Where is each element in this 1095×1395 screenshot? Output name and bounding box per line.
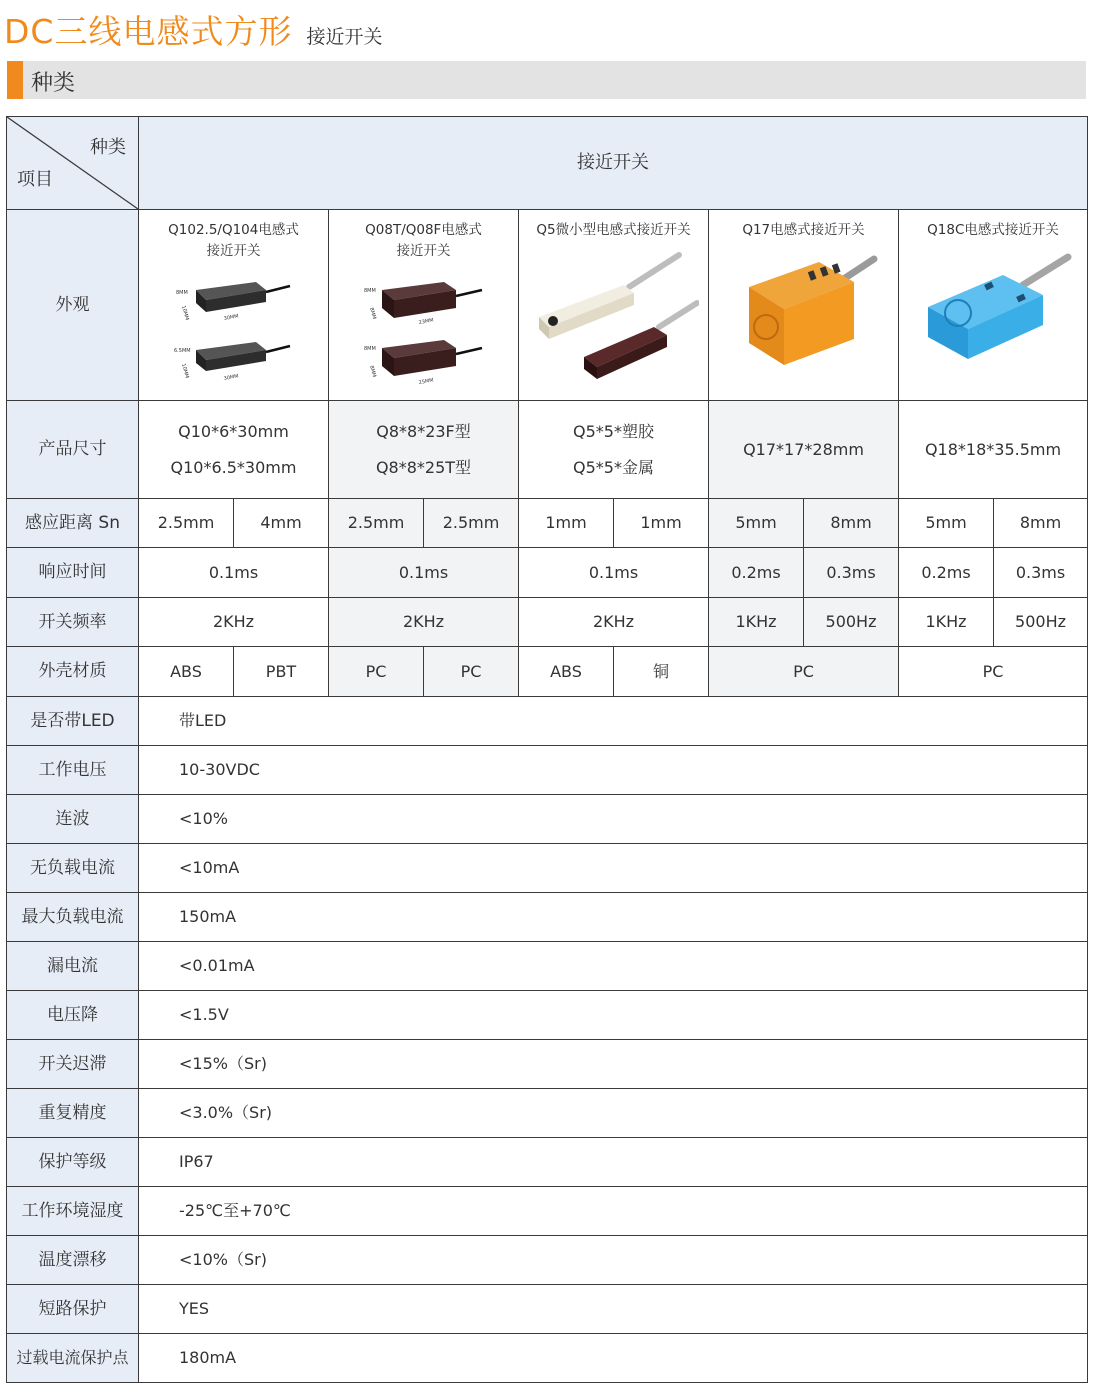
spec-row-drift (7, 1236, 1088, 1285)
product-image-q5 (529, 247, 699, 382)
svg-text:8MM: 8MM (367, 306, 377, 320)
product-image-q08 (364, 268, 484, 388)
material-row (7, 647, 1088, 697)
title-main: DC三线电感式方形 (4, 12, 293, 51)
product-name: Q17电感式接近开关 (742, 222, 865, 238)
frequency-cell: 2KHz (329, 598, 519, 647)
svg-text:8MM: 8MM (363, 287, 376, 294)
svg-text:23MM: 23MM (417, 317, 434, 326)
size-cell: Q17*17*28mm (709, 401, 899, 499)
spec-row-voltage-drop (7, 991, 1088, 1040)
corner-diagonal (7, 117, 138, 209)
distance-cell: 2.5mm (424, 499, 519, 548)
row-label: 工作环境湿度 (7, 1187, 139, 1236)
spec-row-voltage (7, 746, 1088, 795)
material-cell: PC (424, 647, 519, 697)
size-cell: Q8*8*23F型 Q8*8*25T型 (329, 401, 519, 499)
row-label-frequency: 开关频率 (7, 598, 139, 647)
spec-value: 180mA (139, 1334, 1088, 1383)
product-cell-q18c (899, 210, 1088, 401)
size-row (7, 401, 1088, 499)
distance-cell: 5mm (899, 499, 994, 548)
response-cell: 0.2ms (899, 548, 994, 598)
material-cell: PC (899, 647, 1088, 697)
material-cell: PBT (234, 647, 329, 697)
table-header-row (7, 117, 1088, 210)
row-label-response: 响应时间 (7, 548, 139, 598)
response-cell: 0.1ms (329, 548, 519, 598)
response-cell: 0.1ms (139, 548, 329, 598)
svg-text:30MM: 30MM (222, 373, 239, 382)
product-image-q17 (729, 247, 879, 377)
size-cell: Q10*6*30mm Q10*6.5*30mm (139, 401, 329, 499)
spec-row-max-load (7, 893, 1088, 942)
spec-value: <0.01mA (139, 942, 1088, 991)
distance-cell: 8mm (994, 499, 1088, 548)
size-cell: Q5*5*塑胶 Q5*5*金属 (519, 401, 709, 499)
spec-value: <10mA (139, 844, 1088, 893)
row-label: 温度漂移 (7, 1236, 139, 1285)
product-name: Q102.5/Q104电感式 (168, 222, 299, 238)
product-cell-q10 (139, 210, 329, 401)
frequency-cell: 500Hz (994, 598, 1088, 647)
spec-value: 带LED (139, 697, 1088, 746)
row-label-size: 产品尺寸 (7, 401, 139, 499)
material-cell: PC (709, 647, 899, 697)
appearance-row (7, 210, 1088, 401)
spec-row-overload (7, 1334, 1088, 1383)
spec-row-short-circuit (7, 1285, 1088, 1334)
spec-value: <10%（Sr) (139, 1236, 1088, 1285)
row-label: 连波 (7, 795, 139, 844)
distance-cell: 2.5mm (139, 499, 234, 548)
frequency-cell: 1KHz (899, 598, 994, 647)
distance-row (7, 499, 1088, 548)
frequency-cell: 2KHz (139, 598, 329, 647)
row-label: 工作电压 (7, 746, 139, 795)
row-label: 保护等级 (7, 1138, 139, 1187)
product-name: Q5微小型电感式接近开关 (536, 222, 691, 238)
material-cell: PC (329, 647, 424, 697)
row-label-distance: 感应距离 Sn (7, 499, 139, 548)
product-cell-q5 (519, 210, 709, 401)
row-label: 开关迟滞 (7, 1040, 139, 1089)
distance-cell: 1mm (614, 499, 709, 548)
material-cell: ABS (519, 647, 614, 697)
svg-text:6.5MM: 6.5MM (173, 347, 191, 354)
svg-text:8MM: 8MM (367, 364, 377, 378)
svg-text:30MM: 30MM (222, 313, 239, 322)
spec-value: -25℃至+70℃ (139, 1187, 1088, 1236)
top-header-cell: 接近开关 (139, 117, 1088, 210)
page-title (4, 6, 382, 52)
product-name: Q18C电感式接近开关 (927, 222, 1059, 238)
svg-text:10MM: 10MM (179, 362, 190, 379)
title-subtitle: 接近开关 (306, 26, 383, 48)
svg-text:10MM: 10MM (179, 304, 190, 321)
spec-row-leakage (7, 942, 1088, 991)
product-image-q10 (174, 268, 294, 388)
distance-cell: 1mm (519, 499, 614, 548)
product-cell-q17 (709, 210, 899, 401)
svg-text:8MM: 8MM (363, 345, 376, 352)
spec-value: IP67 (139, 1138, 1088, 1187)
material-cell: 铜 (614, 647, 709, 697)
spec-value: 10-30VDC (139, 746, 1088, 795)
frequency-cell: 2KHz (519, 598, 709, 647)
spec-value: <15%（Sr) (139, 1040, 1088, 1089)
response-row (7, 548, 1088, 598)
spec-value: 150mA (139, 893, 1088, 942)
row-label: 最大负载电流 (7, 893, 139, 942)
size-cell: Q18*18*35.5mm (899, 401, 1088, 499)
spec-row-led (7, 697, 1088, 746)
response-cell: 0.3ms (994, 548, 1088, 598)
svg-text:25MM: 25MM (417, 377, 434, 386)
row-label: 无负载电流 (7, 844, 139, 893)
spec-value: <1.5V (139, 991, 1088, 1040)
row-label: 过载电流保护点 (7, 1334, 139, 1383)
product-image-q18c (913, 247, 1073, 377)
spec-value: <10% (139, 795, 1088, 844)
spec-row-protection (7, 1138, 1088, 1187)
material-cell: ABS (139, 647, 234, 697)
distance-cell: 4mm (234, 499, 329, 548)
product-cell-q08 (329, 210, 519, 401)
frequency-cell: 500Hz (804, 598, 899, 647)
spec-value: <3.0%（Sr) (139, 1089, 1088, 1138)
response-cell: 0.3ms (804, 548, 899, 598)
section-bar (7, 61, 1086, 99)
row-label: 重复精度 (7, 1089, 139, 1138)
spec-row-env (7, 1187, 1088, 1236)
frequency-cell: 1KHz (709, 598, 804, 647)
spec-value: YES (139, 1285, 1088, 1334)
corner-cell (7, 117, 139, 210)
response-cell: 0.1ms (519, 548, 709, 598)
section-label: 种类 (31, 71, 76, 96)
frequency-row (7, 598, 1088, 647)
spec-row-noload-current (7, 844, 1088, 893)
product-name-line2: 接近开关 (206, 242, 261, 259)
spec-table (6, 116, 1088, 1383)
svg-text:8MM: 8MM (175, 289, 188, 296)
distance-cell: 2.5mm (329, 499, 424, 548)
distance-cell: 5mm (709, 499, 804, 548)
product-name-line2: 接近开关 (396, 242, 451, 259)
row-label: 是否带LED (7, 697, 139, 746)
spec-row-ripple (7, 795, 1088, 844)
corner-bottom-label: 项目 (17, 169, 53, 191)
row-label: 漏电流 (7, 942, 139, 991)
row-label-material: 外壳材质 (7, 647, 139, 697)
distance-cell: 8mm (804, 499, 899, 548)
spec-row-hysteresis (7, 1040, 1088, 1089)
row-label: 电压降 (7, 991, 139, 1040)
response-cell: 0.2ms (709, 548, 804, 598)
section-accent-mark (7, 61, 23, 99)
spec-row-repeatability (7, 1089, 1088, 1138)
row-label: 短路保护 (7, 1285, 139, 1334)
row-label-appearance: 外观 (7, 210, 139, 401)
corner-top-label: 种类 (90, 137, 126, 158)
product-name: Q08T/Q08F电感式 (365, 222, 482, 238)
